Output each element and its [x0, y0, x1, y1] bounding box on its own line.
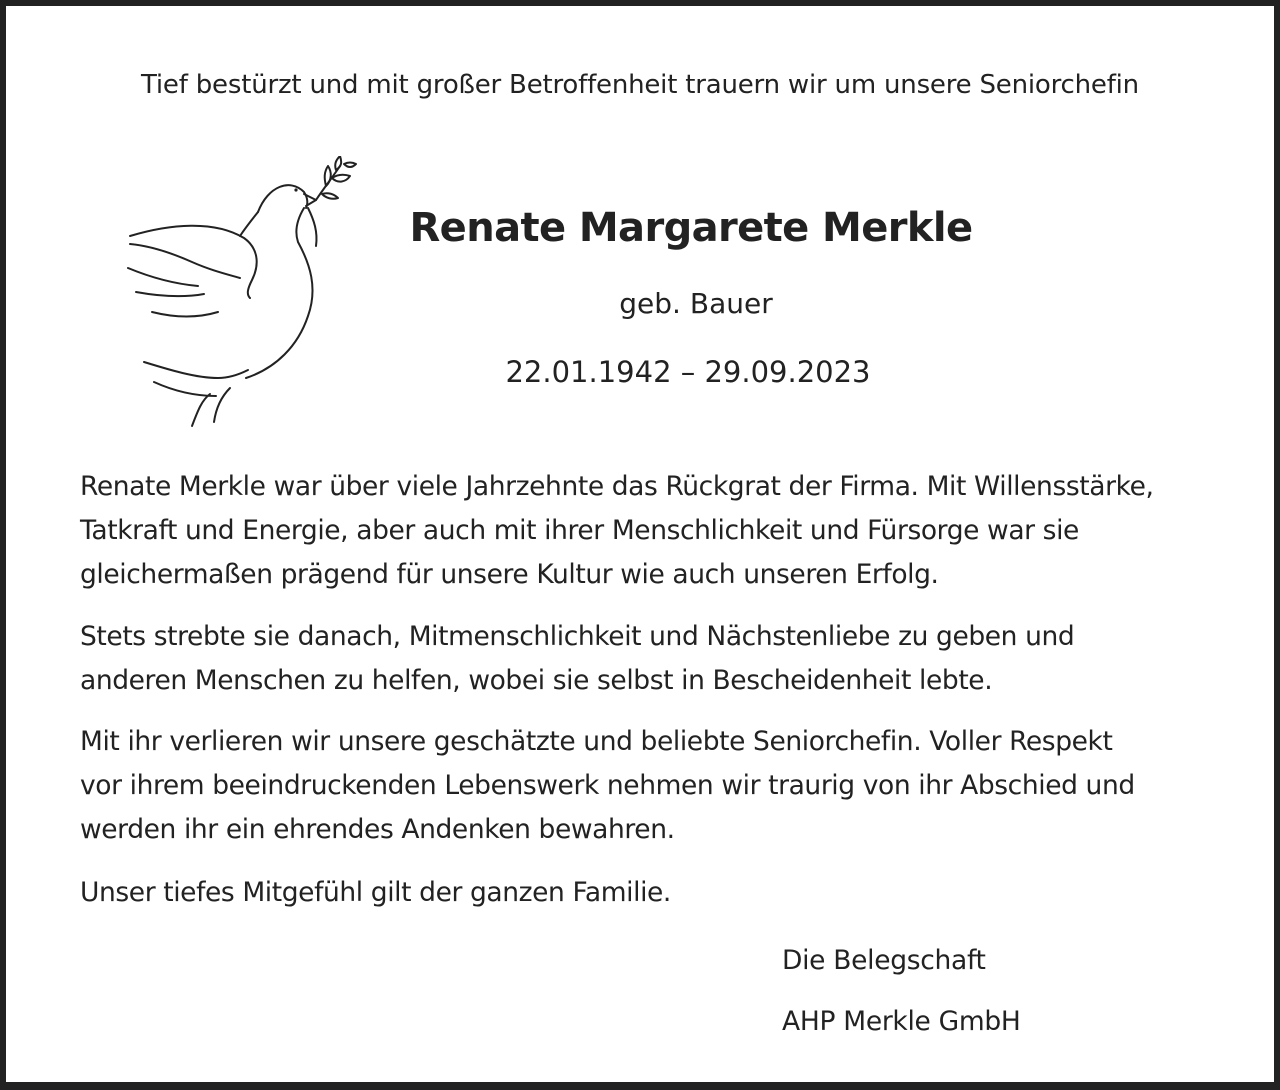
paragraph-line: anderen Menschen zu helfen, wobei sie selbst in Bescheidenheit lebte.: [80, 665, 993, 696]
life-dates: 22.01.1942 – 29.09.2023: [505, 355, 871, 389]
maiden-name: geb. Bauer: [619, 287, 773, 320]
paragraph-line: Unser tiefes Mitgefühl gilt der ganzen Familie.: [80, 877, 671, 908]
intro-text: Tief bestürzt und mit großer Betroffenheit trauern wir um unsere Seniorchefin: [141, 70, 1139, 100]
paragraph-line: Renate Merkle war über viele Jahrzehnte das Rückgrat der Firma. Mit Willensstärke,: [80, 471, 1154, 502]
paragraph-line: gleichermaßen prägend für unsere Kultur wie auch unseren Erfolg.: [80, 559, 939, 590]
signature-staff: Die Belegschaft: [782, 945, 986, 976]
deceased-name: Renate Margarete Merkle: [409, 205, 973, 251]
paragraph-line: werden ihr ein ehrendes Andenken bewahren.: [80, 814, 675, 845]
paragraph-1: [80, 465, 1270, 597]
paragraph-3: [80, 720, 1270, 852]
paragraph-2: [80, 615, 1270, 703]
paragraph-line: vor ihrem beeindruckenden Lebenswerk nehmen wir traurig von ihr Abschied und: [80, 770, 1135, 801]
paragraph-line: Stets strebte sie danach, Mitmenschlichkeit und Nächstenliebe zu geben und: [80, 621, 1075, 652]
dove-with-olive-branch-icon: [118, 156, 368, 431]
signature-company: AHP Merkle GmbH: [782, 1006, 1021, 1037]
paragraph-line: Tatkraft und Energie, aber auch mit ihrer Menschlichkeit und Fürsorge war sie: [80, 515, 1079, 546]
paragraph-line: Mit ihr verlieren wir unsere geschätzte und beliebte Seniorchefin. Voller Respekt: [80, 726, 1113, 757]
paragraph-4: [80, 871, 1270, 915]
